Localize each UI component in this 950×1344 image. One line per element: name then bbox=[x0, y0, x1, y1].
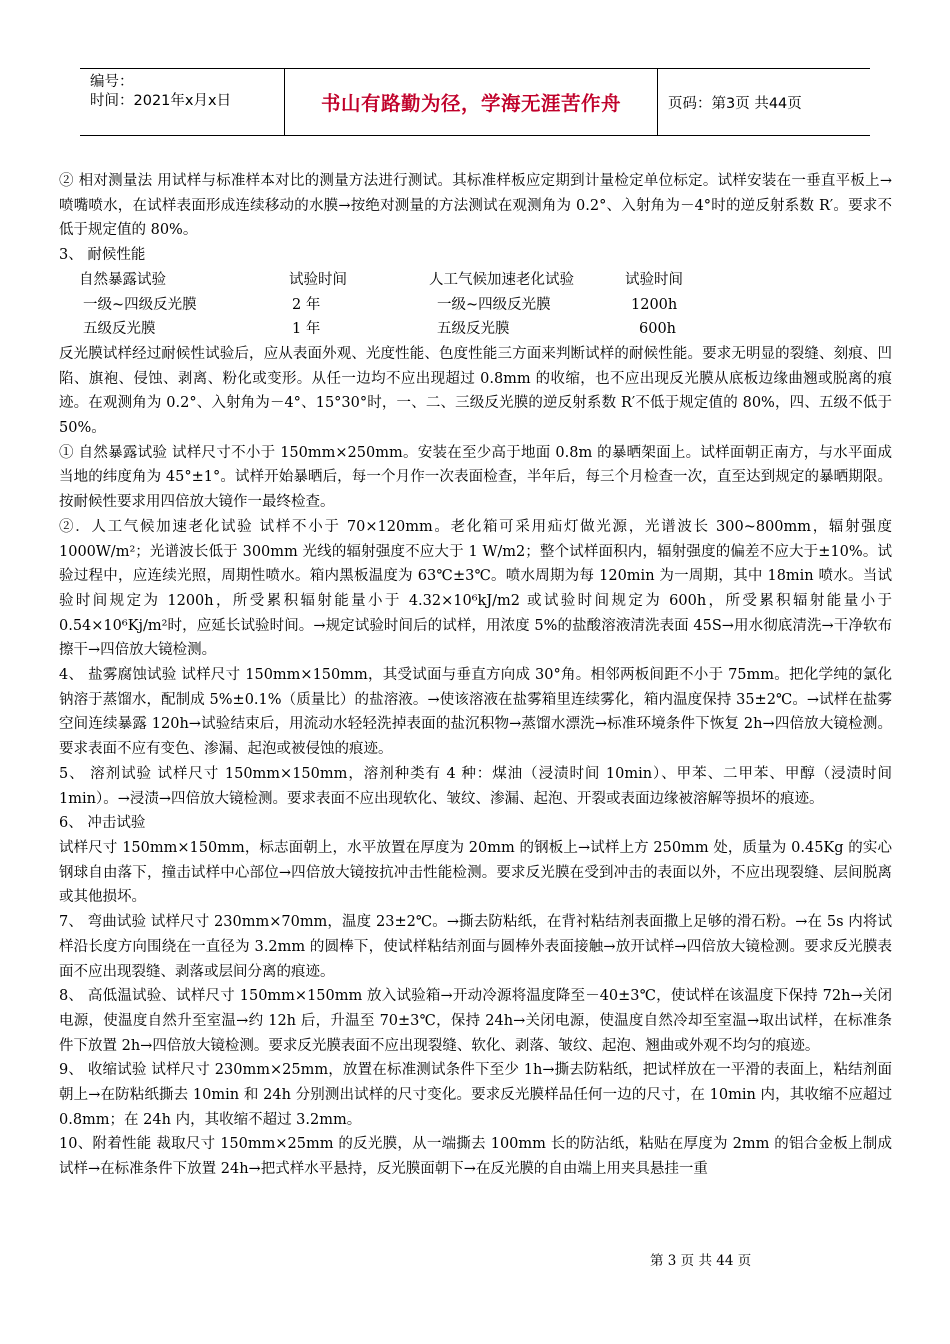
paragraph-artificial-aging: ②．人工气候加速老化试验 试样不小于 70×120mm。老化箱可采用疝灯做光源，光谱波长 300~800mm，辐射强度 1000W/m²；光谱波长低于 300mm 光线的辐射强度不应大于 1 W/m2；整个试样面积内，辐射强度的偏差不应大于±10%。试验过程中，应连续光照，周期性喷水。箱内黑板温度为 63℃±3℃。喷水周期为每 120min 为一周期，其中 18min 喷水。当试验时间规定为 1200h，所受累积辐射能量小于 4.32×10⁶kJ/m2 或试验时间规定为 600h，所受累积辐射能量小于 0.54×10⁶Kj/m²时，应延长试验时间。→规定试验时间后的试样，用浓度 5%的盐酸溶液清洗表面 45S→用水彻底清洗→干净软布擦干→四倍放大镜检测。 bbox=[59, 518, 892, 659]
header-meta bbox=[80, 69, 284, 135]
table-cell: 600h bbox=[639, 321, 677, 338]
paragraph-adhesion-test: 10、附着性能 裁取尺寸 150mm×25mm 的反光膜，从一端撕去 100mm 长的防沾纸，粘贴在厚度为 2mm 的铝合金板上制成试样→在标准条件下放置 24h→把式样水平悬持，反光膜面朝下→在反光膜的自由端上用夹具悬挂一重 bbox=[59, 1136, 892, 1178]
document-number-label: 编号： bbox=[90, 74, 134, 90]
paragraph-relative-measurement: ② 相对测量法 用试样与标准样本对比的测量方法进行测试。其标准样板应定期到计量检定单位标定。试样安装在一垂直平板上→喷嘴喷水，在试样表面形成连续移动的水膜→按绝对测量的方法测试在观测角为 0.2°、入射角为－4°时的逆反射系数 R′。要求不低于规定值的 80%。 bbox=[59, 173, 892, 239]
header-page-info: 页码：第3页 共44页 bbox=[668, 95, 802, 112]
table-header-cell: 自然暴露试验 bbox=[79, 271, 166, 288]
page-footer: 第 3 页 共 44 页 bbox=[650, 1253, 752, 1269]
paragraph-shrinkage-test: 9、 收缩试验 试样尺寸 230mm×25mm，放置在标准测试条件下至少 1h→撕去防粘纸，把试样放在一平滑的表面上，粘结剂面朝上→在防粘纸撕去 10min 和 24h 分别测出试样的尺寸变化。要求反光膜样品任何一边的尺寸，在 10min 内，其收缩不应超过 0.8mm；在 24h 内，其收缩不超过 3.2mm。 bbox=[59, 1062, 892, 1128]
table-cell: 五级反光膜 bbox=[437, 321, 510, 338]
document-body bbox=[59, 169, 892, 1182]
table-cell: 五级反光膜 bbox=[83, 321, 156, 338]
table-cell: 一级~四级反光膜 bbox=[437, 296, 551, 313]
table-row bbox=[79, 293, 892, 318]
weathering-test-table bbox=[59, 268, 892, 342]
table-header-cell: 试验时间 bbox=[625, 271, 683, 288]
table-cell: 1 年 bbox=[292, 321, 321, 338]
table-cell: 2 年 bbox=[292, 296, 321, 313]
section-heading-impact: 6、 冲击试验 bbox=[59, 815, 146, 832]
document-date: 时间：2021年x月x日 bbox=[90, 93, 232, 109]
paragraph-solvent-test: 5、 溶剂试验 试样尺寸 150mm×150mm，溶剂种类有 4 种：煤油（浸渍时间 10min）、甲苯、二甲苯、甲醇（浸渍时间 1min）。→浸渍→四倍放大镜检测。要求表面不应出现软化、皱纹、渗漏、起泡、开裂或表面边缘被溶解等损坏的痕迹。 bbox=[59, 765, 892, 807]
table-header-cell: 人工气候加速老化试验 bbox=[429, 271, 574, 288]
paragraph-temperature-test: 8、 高低温试验、试样尺寸 150mm×150mm 放入试验箱→开动冷源将温度降至－40±3℃，使试样在该温度下保持 72h→关闭电源，使温度自然升至室温→约 12h 后，升温至 70±3℃，保持 24h→关闭电源，使温度自然冷却至室温→取出试样，在标准条件下放置 2h→四倍放大镜检测。要求反光膜表面不应出现裂缝、软化、剥落、皱纹、起泡、翘曲或外观不均匀的痕迹。 bbox=[59, 988, 892, 1054]
table-header-row bbox=[79, 268, 892, 293]
header-motto: 书山有路勤为径，学海无涯苦作舟 bbox=[284, 69, 658, 135]
page-header bbox=[80, 68, 870, 136]
paragraph-salt-spray: 4、 盐雾腐蚀试验 试样尺寸 150mm×150mm，其受试面与垂直方向成 30°角。相邻两板间距不小于 75mm。把化学纯的氯化钠溶于蒸馏水，配制成 5%±0.1%（质量比）的盐溶液。→使该溶液在盐雾箱里连续雾化，箱内温度保持 35±2℃。→试样在盐雾空间连续暴露 120h→试验结束后，用流动水轻轻洗掉表面的盐沉积物→蒸馏水漂洗→标准环境条件下恢复 2h→四倍放大镜检测。要求表面不应有变色、渗漏、起泡或被侵蚀的痕迹。 bbox=[59, 667, 892, 758]
section-heading-weathering: 3、 耐候性能 bbox=[59, 247, 146, 264]
paragraph-weathering-summary: 反光膜试样经过耐候性试验后，应从表面外观、光度性能、色度性能三方面来判断试样的耐候性能。要求无明显的裂缝、刻痕、凹陷、旗袍、侵蚀、剥离、粉化或变形。从任一边均不应出现超过 0.8mm 的收缩，也不应出现反光膜从底板边缘曲翘或脱离的痕迹。在观测角为 0.2°、入射角为－4°、15°30°时，一、二、三级反光膜的逆反射系数 R′不低于规定值的 80%，四、五级不低于 50%。 bbox=[59, 345, 892, 437]
table-cell: 1200h bbox=[631, 296, 678, 313]
paragraph-natural-exposure: ① 自然暴露试验 试样尺寸不小于 150mm×250mm。安装在至少高于地面 0.8m 的暴晒架面上。试样面朝正南方，与水平面成当地的纬度角为 45°±1°。试样开始暴晒后，每一个月作一次表面检查，半年后，每三个月检查一次，直至达到规定的暴晒期限。按耐候性要求用四倍放大镜作一最终检查。 bbox=[59, 444, 892, 511]
table-header-cell: 试验时间 bbox=[289, 271, 347, 288]
table-cell: 一级~四级反光膜 bbox=[83, 296, 197, 313]
paragraph-impact-test: 试样尺寸 150mm×150mm，标志面朝上，水平放置在厚度为 20mm 的钢板上→试样上方 250mm 处，质量为 0.45Kg 的实心钢球自由落下，撞击试样中心部位→四倍放大镜按抗冲击性能检测。要求反光膜在受到冲击的表面以外，不应出现裂缝、层间脱离或其他损坏。 bbox=[59, 839, 892, 906]
paragraph-bending-test: 7、 弯曲试验 试样尺寸 230mm×70mm，温度 23±2℃。→撕去防粘纸，在背衬粘结剂表面撒上足够的滑石粉。→在 5s 内将试样沿长度方向围绕在一直径为 3.2mm 的圆棒下，使试样粘结剂面与圆棒外表面接触→放开试样→四倍放大镜检测。要求反光膜表面不应出现裂缝、剥落或层间分离的痕迹。 bbox=[59, 914, 892, 980]
table-row bbox=[79, 317, 892, 342]
